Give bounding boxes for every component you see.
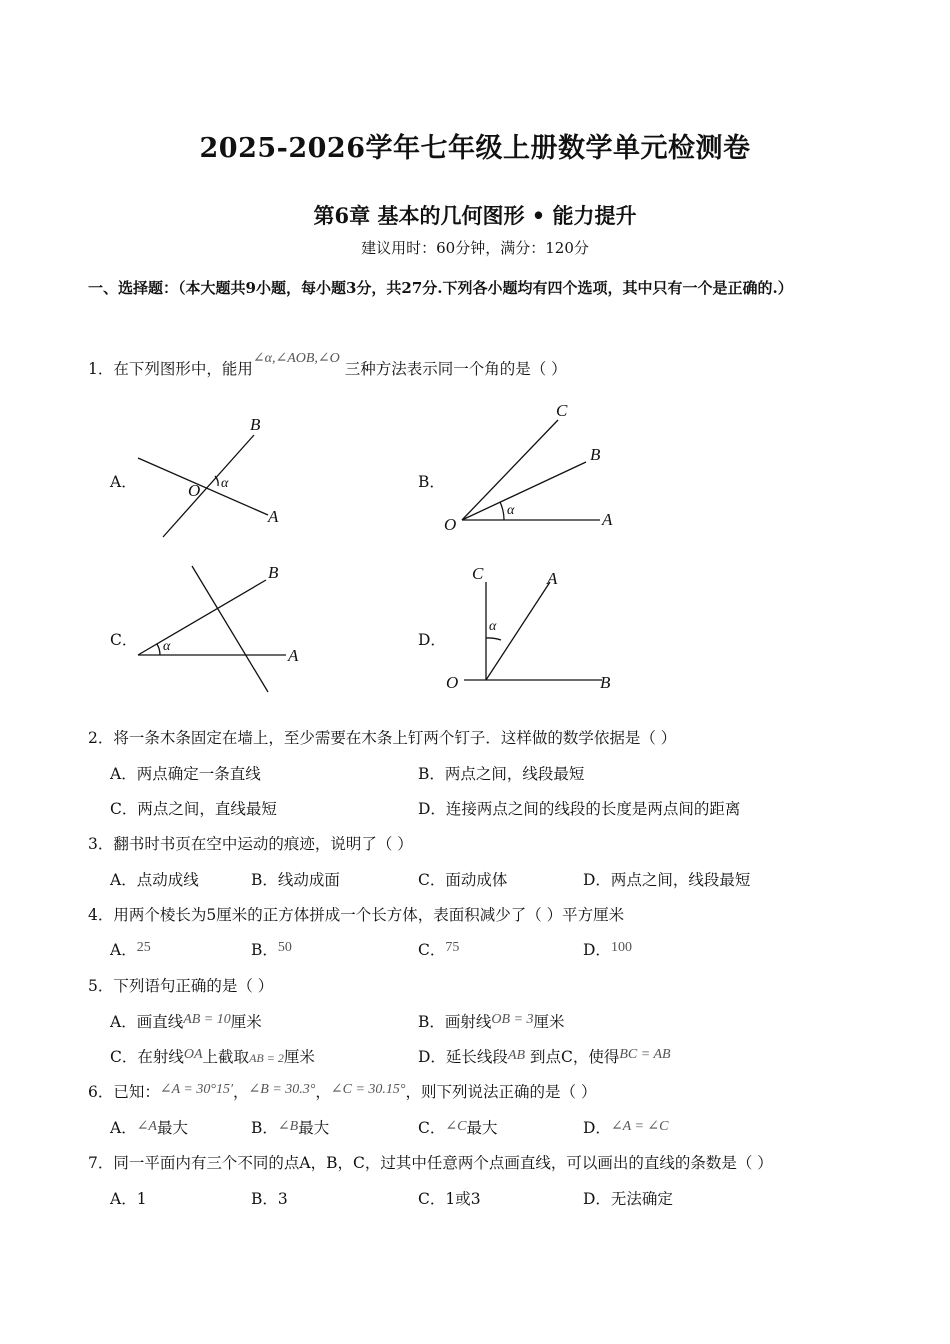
q7-option-d: D．无法确定: [583, 1190, 673, 1208]
q5-b-post: 厘米: [533, 1013, 565, 1031]
fig-c-line-b: [138, 580, 266, 655]
q5-a-post: 厘米: [230, 1013, 262, 1031]
q1-number: 1．: [88, 360, 114, 378]
q6-angle-a: ∠A = 30°15′: [159, 1082, 234, 1097]
q5-c-post: 厘米: [283, 1048, 315, 1066]
q5-d-mid: 到点C，使得: [529, 1048, 620, 1066]
q4-option-a-value: 25: [136, 940, 151, 955]
q5-option-b: [418, 1010, 565, 1032]
q4-option-b: [251, 938, 292, 960]
question-7: [88, 1151, 773, 1173]
q4-option-b-label: B．: [251, 941, 278, 959]
fig-b-angle-arc: [500, 502, 504, 520]
q1-option-c-label: C．: [110, 631, 138, 649]
fig-b-ray-ob: [462, 462, 586, 520]
q2-text: 将一条木条固定在墙上，至少需要在木条上钉两个钉子．这样做的数学依据是（ ）: [113, 729, 677, 747]
q5-c-pre: C．在射线: [110, 1048, 184, 1066]
question-6: [88, 1080, 596, 1102]
question-4: [88, 903, 624, 925]
time-note: 建议用时：60分钟，满分：120分: [361, 239, 589, 257]
q6-sep-1: ，: [233, 1083, 249, 1101]
q4-option-c: [418, 938, 459, 960]
q7-option-b: B．3: [251, 1190, 288, 1208]
q6-a-pre: A．: [110, 1119, 137, 1137]
q2-option-c: C．两点之间，直线最短: [110, 800, 277, 818]
fig-d-angle-arc: [486, 638, 501, 640]
q6-d-pre: D．: [583, 1119, 611, 1137]
q3-option-c: C．面动成体: [418, 871, 508, 889]
q6-pre: 已知：: [113, 1083, 160, 1101]
q6-post: ，则下列说法正确的是（ ）: [405, 1083, 597, 1101]
q7-text: 同一平面内有三个不同的点A，B，C，过其中任意两个点画直线，可以画出的直线的条数是（ ）: [113, 1154, 773, 1172]
q5-number: 5．: [88, 977, 114, 995]
q3-number: 3．: [88, 835, 114, 853]
q6-angle-b: ∠B = 30.3°: [248, 1082, 316, 1097]
q5-option-d: [418, 1045, 671, 1067]
q4-option-d-label: D．: [583, 941, 611, 959]
q5-option-c: [110, 1045, 315, 1067]
q6-option-d: [583, 1116, 668, 1138]
q4-text: 用两个棱长为5厘米的正方体拼成一个长方体，表面积减少了（ ）平方厘米: [113, 906, 625, 924]
fig-d-label-o: O: [446, 673, 459, 692]
q6-c-math: ∠C: [445, 1119, 467, 1134]
q6-c-post: 最大: [466, 1119, 498, 1137]
q4-option-a: [110, 938, 151, 960]
q5-c-math2: AB = 2: [249, 1051, 284, 1065]
q6-number: 6．: [88, 1083, 114, 1101]
q3-option-a: A．点动成线: [110, 871, 199, 889]
q7-number: 7．: [88, 1154, 114, 1172]
q6-c-pre: C．: [418, 1119, 446, 1137]
fig-a-line-oa: [138, 458, 268, 515]
q4-option-d: [583, 938, 632, 960]
fig-a-line-ob: [163, 435, 254, 537]
fig-a-label-a: A: [268, 507, 279, 526]
q6-d-math: ∠A = ∠C: [610, 1119, 669, 1134]
figure-a: [130, 410, 300, 545]
q5-b-math: OB = 3: [491, 1012, 534, 1027]
q4-option-c-label: C．: [418, 941, 446, 959]
q3-option-d: D．两点之间，线段最短: [583, 871, 751, 889]
page-title: 2025-2026学年七年级上册数学单元检测卷: [199, 133, 751, 164]
fig-c-label-alpha: α: [163, 639, 171, 654]
fig-b-label-o: O: [444, 515, 457, 534]
question-1: [88, 351, 567, 379]
fig-c-angle-arc: [157, 644, 160, 655]
q1-option-b-label: B．: [418, 473, 445, 491]
q5-d-math2: BC = AB: [619, 1047, 671, 1062]
q3-option-b: B．线动成面: [251, 871, 340, 889]
q2-option-b: B．两点之间，线段最短: [418, 765, 585, 783]
q6-b-math: ∠B: [277, 1119, 299, 1134]
q1-text-after: 三种方法表示同一个角的是（ ）: [344, 360, 567, 378]
q1-math: ∠α,∠AOB,∠O: [252, 351, 340, 366]
q1-option-d-label: D．: [418, 631, 446, 649]
fig-d-label-c: C: [472, 564, 484, 583]
q6-b-post: 最大: [298, 1119, 330, 1137]
q5-a-pre: A．画直线: [110, 1013, 184, 1031]
q6-angle-c: ∠C = 30.15°: [330, 1082, 406, 1097]
q1-option-a-label: A．: [110, 473, 137, 491]
fig-b-label-c: C: [556, 401, 568, 420]
q5-a-math: AB = 10: [183, 1012, 231, 1027]
q6-b-pre: B．: [251, 1119, 278, 1137]
question-3: [88, 832, 413, 854]
q4-option-c-value: 75: [445, 940, 460, 955]
q5-c-mid: 上截取: [202, 1048, 250, 1066]
question-5: [88, 974, 273, 996]
q6-option-b: [251, 1116, 329, 1138]
q4-option-a-label: A．: [110, 941, 137, 959]
q6-option-c: [418, 1116, 497, 1138]
q1-text-before: 在下列图形中，能用: [113, 360, 253, 378]
q4-option-d-value: 100: [610, 940, 632, 955]
q5-d-pre: D．延长线段: [418, 1048, 508, 1066]
q5-text: 下列语句正确的是（ ）: [113, 977, 274, 995]
fig-b-label-b: B: [590, 445, 601, 464]
q5-d-math1: AB: [507, 1048, 526, 1063]
q6-sep-2: ，: [315, 1083, 331, 1101]
q4-number: 4．: [88, 906, 114, 924]
figure-b: [440, 400, 620, 540]
q4-option-b-value: 50: [277, 940, 292, 955]
q2-number: 2．: [88, 729, 114, 747]
q6-option-a: [110, 1116, 188, 1138]
q7-option-c: C．1或3: [418, 1190, 481, 1208]
figure-d: [440, 560, 620, 695]
fig-a-label-b: B: [250, 415, 261, 434]
question-2: [88, 726, 676, 748]
figure-c: [130, 560, 310, 700]
q6-a-post: 最大: [157, 1119, 189, 1137]
fig-b-label-a: A: [602, 510, 613, 529]
chapter-subtitle: 第6章 基本的几何图形 • 能力提升: [313, 203, 637, 228]
q6-a-math: ∠A: [136, 1119, 157, 1134]
q2-option-d: D．连接两点之间的线段的长度是两点间的距离: [418, 800, 741, 818]
fig-b-label-alpha: α: [507, 503, 515, 518]
fig-c-label-a: A: [288, 646, 299, 665]
section-heading: 一、选择题：（本大题共9小题，每小题3分，共27分.下列各小题均有四个选项，其中只有一个是正确的.）: [88, 279, 793, 297]
q5-option-a: [110, 1010, 262, 1032]
fig-a-angle-arc: [215, 476, 218, 486]
fig-a-label-alpha: α: [221, 476, 229, 491]
q5-c-math1: OA: [183, 1047, 203, 1062]
q7-option-a: A．1: [110, 1190, 147, 1208]
q2-option-a: A．两点确定一条直线: [110, 765, 261, 783]
fig-d-label-alpha: α: [489, 619, 497, 634]
fig-c-label-b: B: [268, 563, 279, 582]
fig-a-label-o: O: [188, 481, 201, 500]
fig-d-label-b: B: [600, 673, 611, 692]
fig-d-label-a: A: [547, 569, 558, 588]
q3-text: 翻书时书页在空中运动的痕迹，说明了（ ）: [113, 835, 413, 853]
q5-b-pre: B．画射线: [418, 1013, 492, 1031]
